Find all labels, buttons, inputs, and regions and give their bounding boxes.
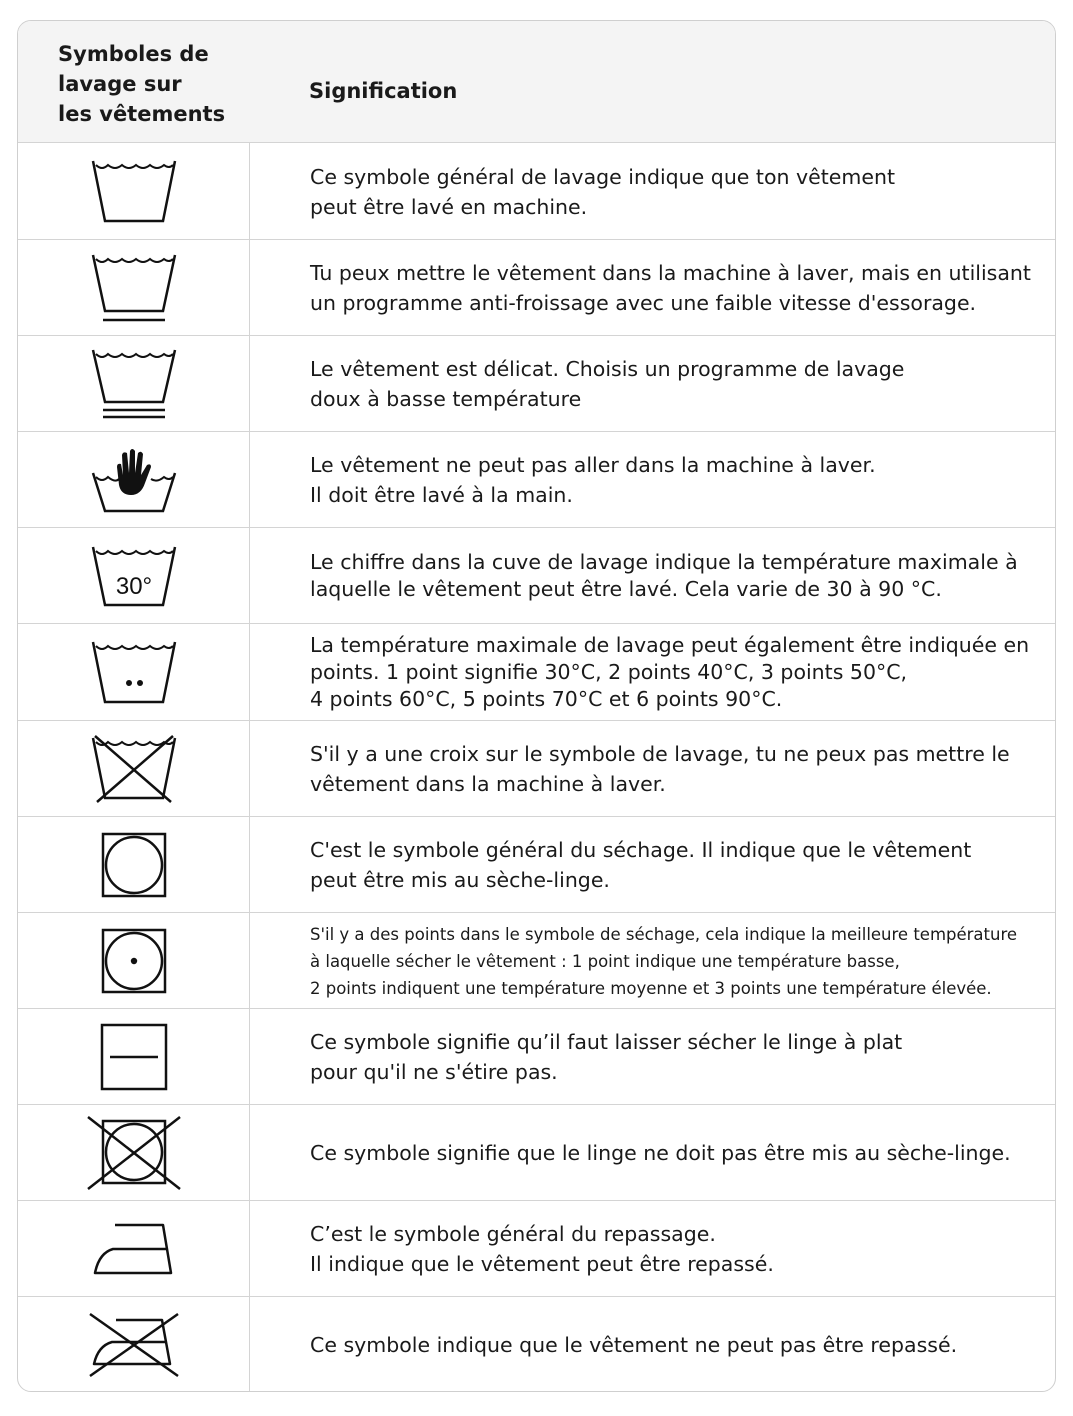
- description-line: un programme anti-froissage avec une faible vitesse d'essorage.: [310, 291, 977, 315]
- table-row: [18, 1296, 1055, 1392]
- description-line: doux à basse température: [310, 387, 582, 411]
- table-row: [18, 1200, 1055, 1297]
- header-line: les vêtements: [58, 102, 226, 126]
- description-line: Le vêtement ne peut pas aller dans la machine à laver.: [310, 453, 876, 477]
- description-line: S'il y a une croix sur le symbole de lavage, tu ne peux pas mettre le: [310, 742, 1010, 766]
- row-description: [310, 240, 1038, 336]
- description-line: Ce symbole général de lavage indique que ton vêtement: [310, 164, 896, 189]
- table-row: [18, 912, 1055, 1009]
- dry-flat-icon: [18, 1009, 249, 1105]
- description-line: Ce symbole indique que le vêtement ne peut pas être repassé.: [310, 1332, 958, 1357]
- row-description: [310, 528, 1038, 624]
- table-row: [18, 335, 1055, 432]
- description-line: Il doit être lavé à la main.: [310, 483, 573, 507]
- row-description: [310, 1297, 1038, 1392]
- description-line: 2 points indiquent une température moyenne et 3 points une température élevée.: [310, 978, 992, 998]
- table-row: [18, 1104, 1055, 1201]
- description-line: C’est le symbole général du repassage.: [310, 1222, 716, 1246]
- table-row: [18, 431, 1055, 528]
- table-row: [18, 1008, 1055, 1105]
- description-line: pour qu'il ne s'étire pas.: [310, 1060, 558, 1084]
- description-line: 4 points 60°C, 5 points 70°C et 6 points 90°C.: [310, 687, 783, 711]
- description-line: peut être mis au sèche-linge.: [310, 868, 610, 892]
- meaning-column-header: Signification: [309, 79, 458, 103]
- row-description: [310, 1105, 1038, 1201]
- description-line: laquelle le vêtement peut être lavé. Cela varie de 30 à 90 °C.: [310, 577, 942, 601]
- description-line: à laquelle sécher le vêtement : 1 point indique une température basse,: [310, 951, 900, 971]
- header-line: Symboles de: [58, 42, 209, 66]
- row-description: [310, 721, 1038, 817]
- table-row: [18, 816, 1055, 913]
- description-line: Il indique que le vêtement peut être repassé.: [310, 1252, 774, 1276]
- row-description: [310, 336, 1038, 432]
- wash-tub-two-bars-icon: [18, 336, 249, 432]
- description-line: S'il y a des points dans le symbole de séchage, cela indique la meilleure température: [310, 924, 1018, 944]
- table-header: [18, 21, 1055, 142]
- row-description: [310, 817, 1038, 913]
- hand-wash-icon: [18, 432, 249, 528]
- description-line: Ce symbole signifie qu’il faut laisser sécher le linge à plat: [310, 1030, 903, 1054]
- wash-two-dots-icon: [18, 624, 249, 721]
- care-symbols-table: [17, 20, 1056, 1392]
- description-line: vêtement dans la machine à laver.: [310, 772, 666, 796]
- row-description: [310, 143, 1038, 240]
- description-line: points. 1 point signifie 30°C, 2 points 40°C, 3 points 50°C,: [310, 660, 908, 684]
- table-row: [18, 142, 1055, 240]
- iron-icon: [18, 1201, 249, 1297]
- table-row: [18, 720, 1055, 817]
- tumble-dry-one-dot-icon: [18, 913, 249, 1009]
- wash-30-degrees-icon: [18, 528, 249, 624]
- row-description: [310, 624, 1038, 721]
- description-line: La température maximale de lavage peut également être indiquée en: [310, 633, 1030, 657]
- table-row: [18, 239, 1055, 336]
- symbols-column-header: [58, 39, 238, 129]
- description-line: C'est le symbole général du séchage. Il indique que le vêtement: [310, 838, 972, 862]
- temperature-label: 30°: [115, 573, 152, 600]
- tumble-dry-icon: [18, 817, 249, 913]
- do-not-tumble-dry-icon: [18, 1105, 249, 1201]
- description-line: Le vêtement est délicat. Choisis un programme de lavage: [310, 357, 905, 381]
- description-line: Tu peux mettre le vêtement dans la machine à laver, mais en utilisant: [310, 261, 1031, 285]
- wash-tub-icon: [18, 143, 249, 240]
- table-row: [18, 527, 1055, 624]
- do-not-iron-icon: [18, 1297, 249, 1392]
- wash-tub-one-bar-icon: [18, 240, 249, 336]
- header-line: lavage sur: [58, 72, 182, 96]
- description-line: peut être lavé en machine.: [310, 194, 588, 219]
- row-description: [310, 1201, 1038, 1297]
- description-line: Ce symbole signifie que le linge ne doit pas être mis au sèche-linge.: [310, 1141, 1011, 1165]
- row-description: [310, 432, 1038, 528]
- description-line: Le chiffre dans la cuve de lavage indique la température maximale à: [310, 550, 1018, 574]
- do-not-wash-icon: [18, 721, 249, 817]
- table-row: [18, 623, 1055, 721]
- row-description: [310, 913, 1038, 1009]
- row-description: [310, 1009, 1038, 1105]
